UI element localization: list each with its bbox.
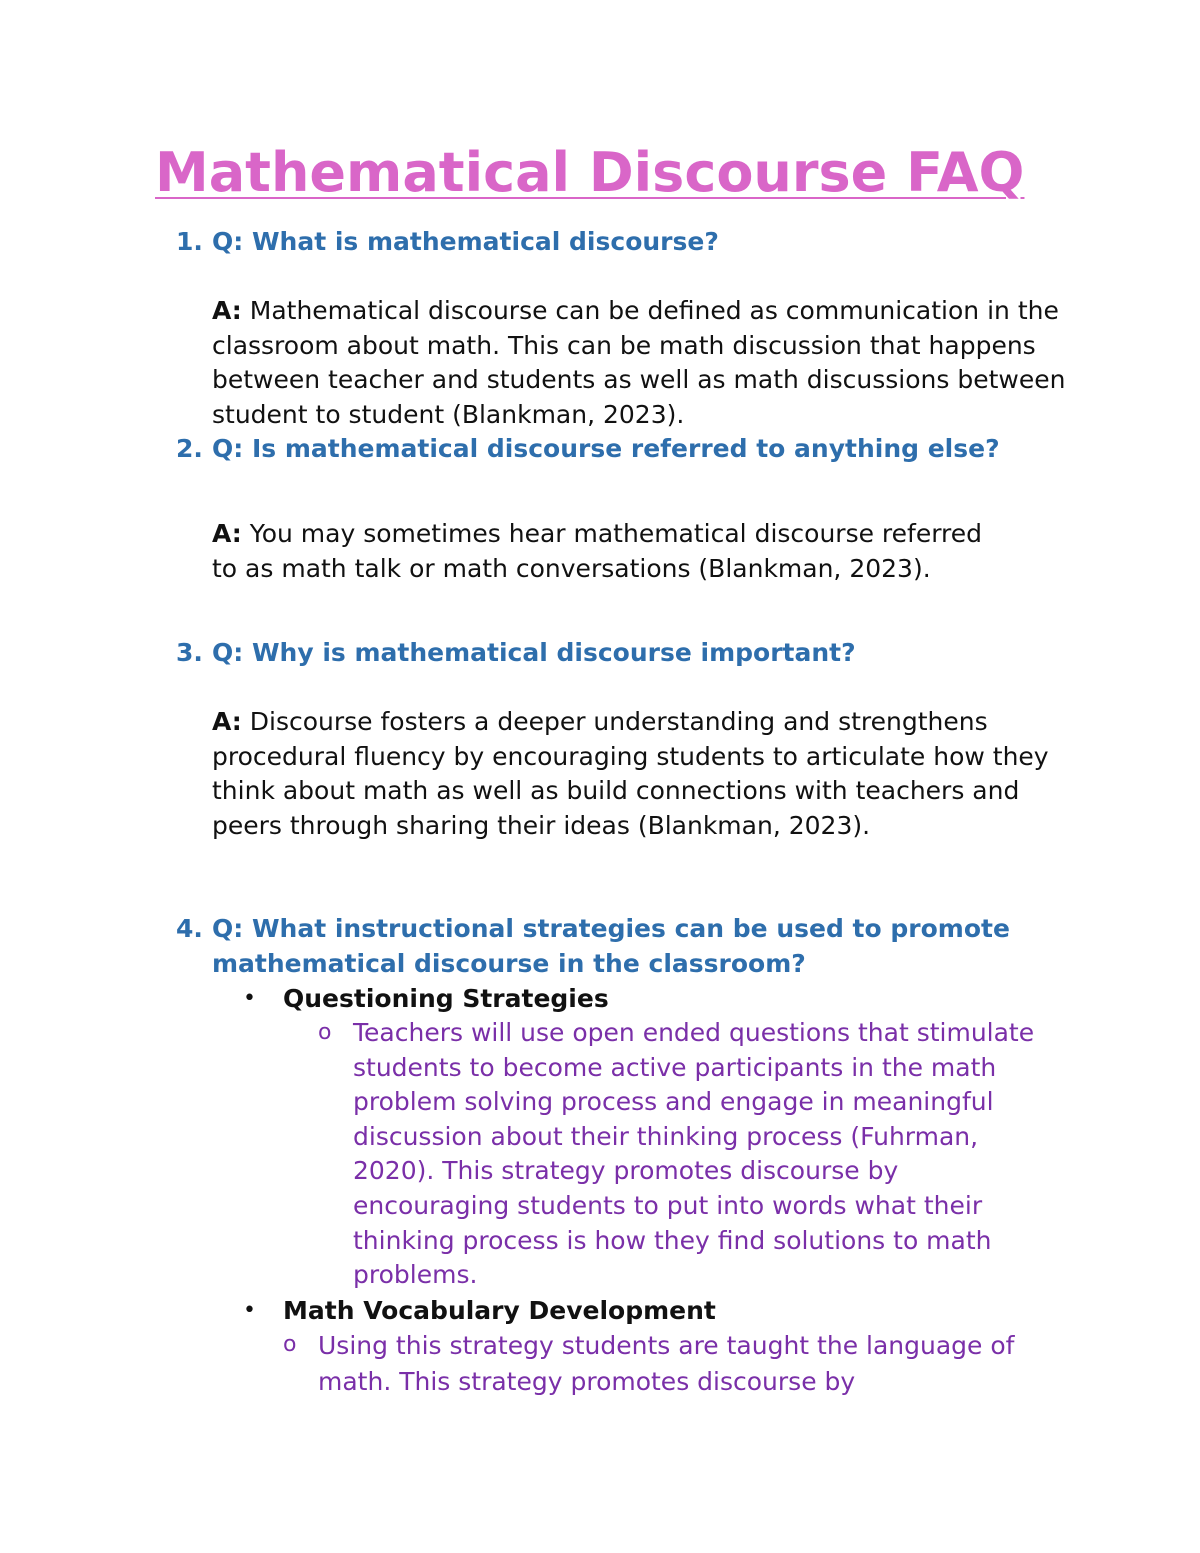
question-number: 1. bbox=[176, 227, 203, 256]
bullet-marker: • bbox=[243, 986, 256, 1011]
answer-prefix: A: bbox=[212, 707, 242, 736]
question-text: Q: Why is mathematical discourse important? bbox=[212, 638, 856, 667]
answer-body: Mathematical discourse can be defined as communication in the classroom about math. This can be math discussion that happens between teacher and students as well as math discussions between student to student (Blankman, 2023). bbox=[212, 296, 1066, 429]
document-title: Mathematical Discourse FAQ bbox=[155, 141, 1025, 204]
question-text: Q: What instructional strategies can be used to promote mathematical discourse in the classroom? bbox=[212, 914, 1010, 978]
question-number: 2. bbox=[176, 434, 203, 463]
question-number: 4. bbox=[176, 914, 203, 943]
bullet-marker: • bbox=[243, 1298, 256, 1323]
strategy-title: Math Vocabulary Development bbox=[283, 1296, 716, 1325]
answer-body: You may sometimes hear mathematical discourse referred to as math talk or math conversations (Blankman, 2023). bbox=[212, 519, 983, 583]
strategy-title: Questioning Strategies bbox=[283, 984, 609, 1013]
answer-body: Discourse fosters a deeper understanding and strengthens procedural fluency by encouraging students to articulate how they think about math as well as build connections with teachers and peers through sharing their ideas (Blankman, 2023). bbox=[212, 707, 1049, 840]
answer-prefix: A: bbox=[212, 519, 242, 548]
question-number: 3. bbox=[176, 638, 203, 667]
answer-text bbox=[212, 705, 1052, 843]
sub-bullet-marker: o bbox=[283, 1332, 297, 1357]
strategy-detail: Teachers will use open ended questions that stimulate students to become active participants in the math problem solving process and engage in meaningful discussion about their thinking process (Fuhrman, 2020). This strategy promotes discourse by encouraging students to put into words what their thinking process is how they find solutions to math problems. bbox=[353, 1018, 1035, 1290]
strategy-detail: Using this strategy students are taught the language of math. This strategy promotes discourse by bbox=[318, 1331, 1015, 1396]
answer-text bbox=[212, 517, 992, 586]
question-text: Q: What is mathematical discourse? bbox=[212, 227, 719, 256]
answer-text bbox=[212, 294, 1072, 432]
sub-bullet-marker: o bbox=[318, 1020, 332, 1045]
question-text: Q: Is mathematical discourse referred to anything else? bbox=[212, 434, 1000, 463]
answer-prefix: A: bbox=[212, 296, 242, 325]
